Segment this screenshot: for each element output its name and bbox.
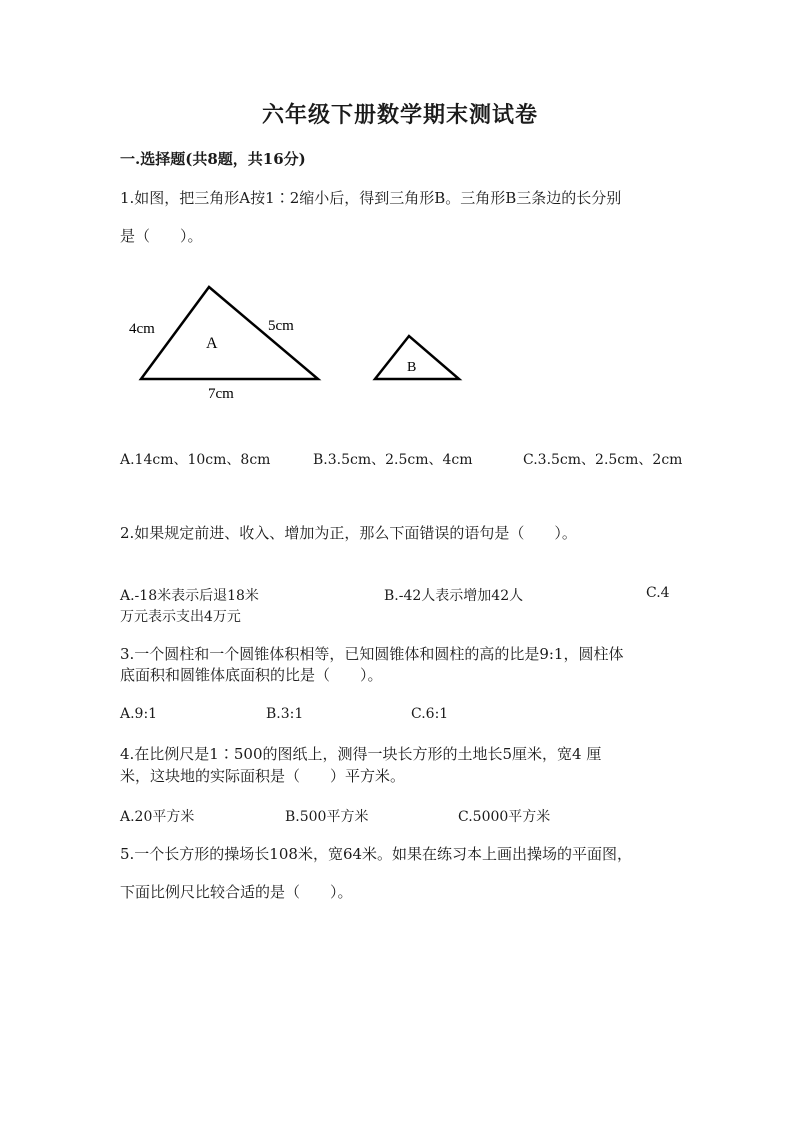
question-2-line-1: 2.如果规定前进、收入、增加为正，那么下面错误的语句是（ ）。: [120, 524, 577, 542]
question-4-option-c: C.5000平方米: [458, 809, 551, 825]
question-4-line-2: 米，这块地的实际面积是（ ）平方米。: [120, 767, 406, 785]
question-3-option-a: A.9:1: [120, 706, 158, 722]
question-2-option-b: B.-42人表示增加42人: [384, 588, 524, 604]
page-title: 六年级下册数学期末测试卷: [261, 102, 538, 128]
question-3-option-c: C.6:1: [411, 706, 449, 722]
question-1-option-a: A.14cm、10cm、8cm: [120, 452, 271, 468]
question-1-option-c: C.3.5cm、2.5cm、2cm: [523, 452, 683, 468]
question-1-figure: [120, 280, 480, 410]
triangle-a-side-bottom: 7cm: [208, 386, 234, 402]
triangle-b-label: B: [407, 360, 417, 375]
question-4-option-a: A.20平方米: [120, 809, 195, 825]
question-1-option-b: B.3.5cm、2.5cm、4cm: [313, 452, 473, 468]
question-1-line-1: 1.如图，把三角形A按1∶2缩小后，得到三角形B。三角形B三条边的长分别: [120, 189, 622, 207]
triangle-a-side-right: 5cm: [268, 318, 294, 334]
triangle-b: [375, 336, 459, 379]
section-heading: 一.选择题(共8题，共16分): [120, 150, 306, 168]
triangle-a-side-left: 4cm: [129, 321, 155, 337]
question-4-option-b: B.500平方米: [285, 809, 369, 825]
question-3-option-b: B.3:1: [266, 706, 304, 722]
question-2-option-c: C.4: [646, 585, 670, 601]
triangle-a-label: A: [206, 335, 218, 352]
question-3-line-1: 3.一个圆柱和一个圆锥体积相等，已知圆锥体和圆柱的高的比是9:1，圆柱体: [120, 645, 624, 663]
question-5-line-2: 下面比例尺比较合适的是（ ）。: [120, 883, 353, 901]
question-1-line-2: 是（ ）。: [120, 227, 203, 245]
question-2-option-c-wrap: 万元表示支出4万元: [120, 609, 241, 625]
question-3-line-2: 底面积和圆锥体底面积的比是（ ）。: [120, 666, 383, 684]
question-5-line-1: 5.一个长方形的操场长108米，宽64米。如果在练习本上画出操场的平面图，: [120, 845, 633, 863]
question-4-line-1: 4.在比例尺是1∶500的图纸上，测得一块长方形的土地长5厘米，宽4 厘: [120, 745, 602, 763]
question-2-option-a: A.-18米表示后退18米: [120, 588, 259, 604]
